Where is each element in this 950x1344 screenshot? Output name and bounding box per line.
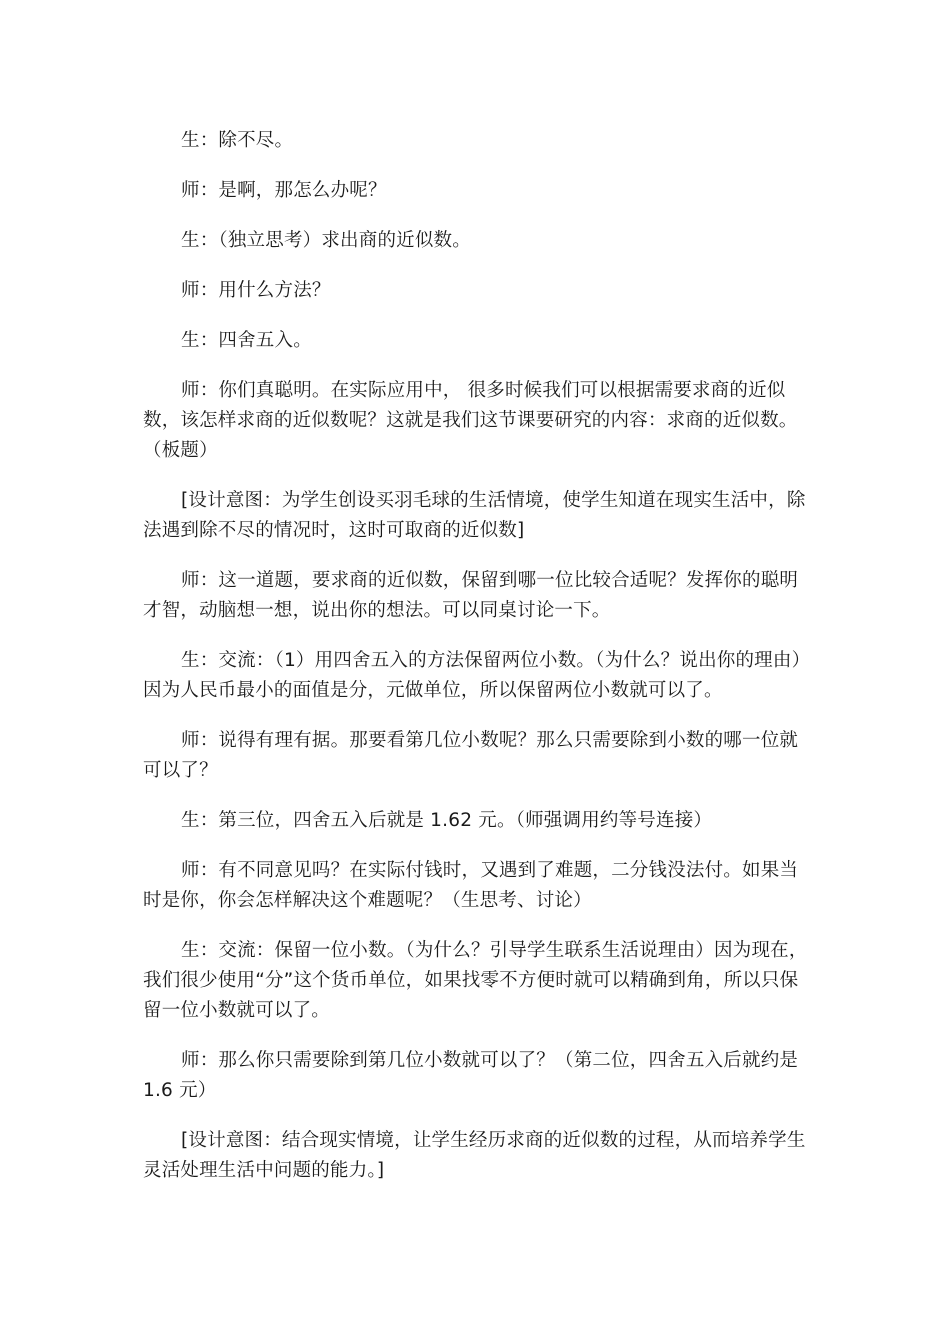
paragraph: 师：有不同意见吗？在实际付钱时，又遇到了难题，二分钱没法付。如果当时是你，你会怎样解决这个难题呢？（生思考、讨论）	[143, 860, 799, 911]
document-body	[143, 126, 815, 1206]
paragraph: 生：交流：（1）用四舍五入的方法保留两位小数。（为什么？说出你的理由）因为人民币最小的面值是分，元做单位，所以保留两位小数就可以了。	[143, 650, 811, 701]
paragraph: 生：交流：保留一位小数。（为什么？引导学生联系生活说理由）因为现在，我们很少使用“分”这个货币单位，如果找零不方便时就可以精确到角，所以只保留一位小数就可以了。	[143, 940, 808, 1021]
paragraph: 生：除不尽。	[181, 130, 294, 151]
design-intent-note: [设计意图：为学生创设买羽毛球的生活情境，使学生知道在现实生活中，除法遇到除不尽的情况时，这时可取商的近似数]	[143, 490, 806, 541]
paragraph: 师：你们真聪明。在实际应用中， 很多时候我们可以根据需要求商的近似数，该怎样求商的近似数呢？这就是我们这节课要研究的内容：求商的近似数。（板题）	[143, 380, 798, 461]
paragraph: 生：（独立思考）求出商的近似数。	[181, 230, 471, 251]
paragraph: 师：说得有理有据。那要看第几位小数呢？那么只需要除到小数的哪一位就可以了？	[143, 730, 799, 781]
paragraph: 生：四舍五入。	[181, 330, 312, 351]
design-intent-note: [设计意图：结合现实情境，让学生经历求商的近似数的过程，从而培养学生灵活处理生活中问题的能力。]	[143, 1130, 806, 1181]
paragraph: 师：那么你只需要除到第几位小数就可以了？（第二位，四舍五入后就约是 1.6 元）	[143, 1050, 799, 1101]
paragraph: 师：是啊，那怎么办呢？	[181, 180, 387, 201]
paragraph: 师：这一道题，要求商的近似数，保留到哪一位比较合适呢？发挥你的聪明才智，动脑想一想，说出你的想法。可以同桌讨论一下。	[143, 570, 799, 621]
paragraph: 生：第三位，四舍五入后就是 1.62 元。（师强调用约等号连接）	[181, 810, 713, 831]
paragraph: 师：用什么方法？	[181, 280, 331, 301]
